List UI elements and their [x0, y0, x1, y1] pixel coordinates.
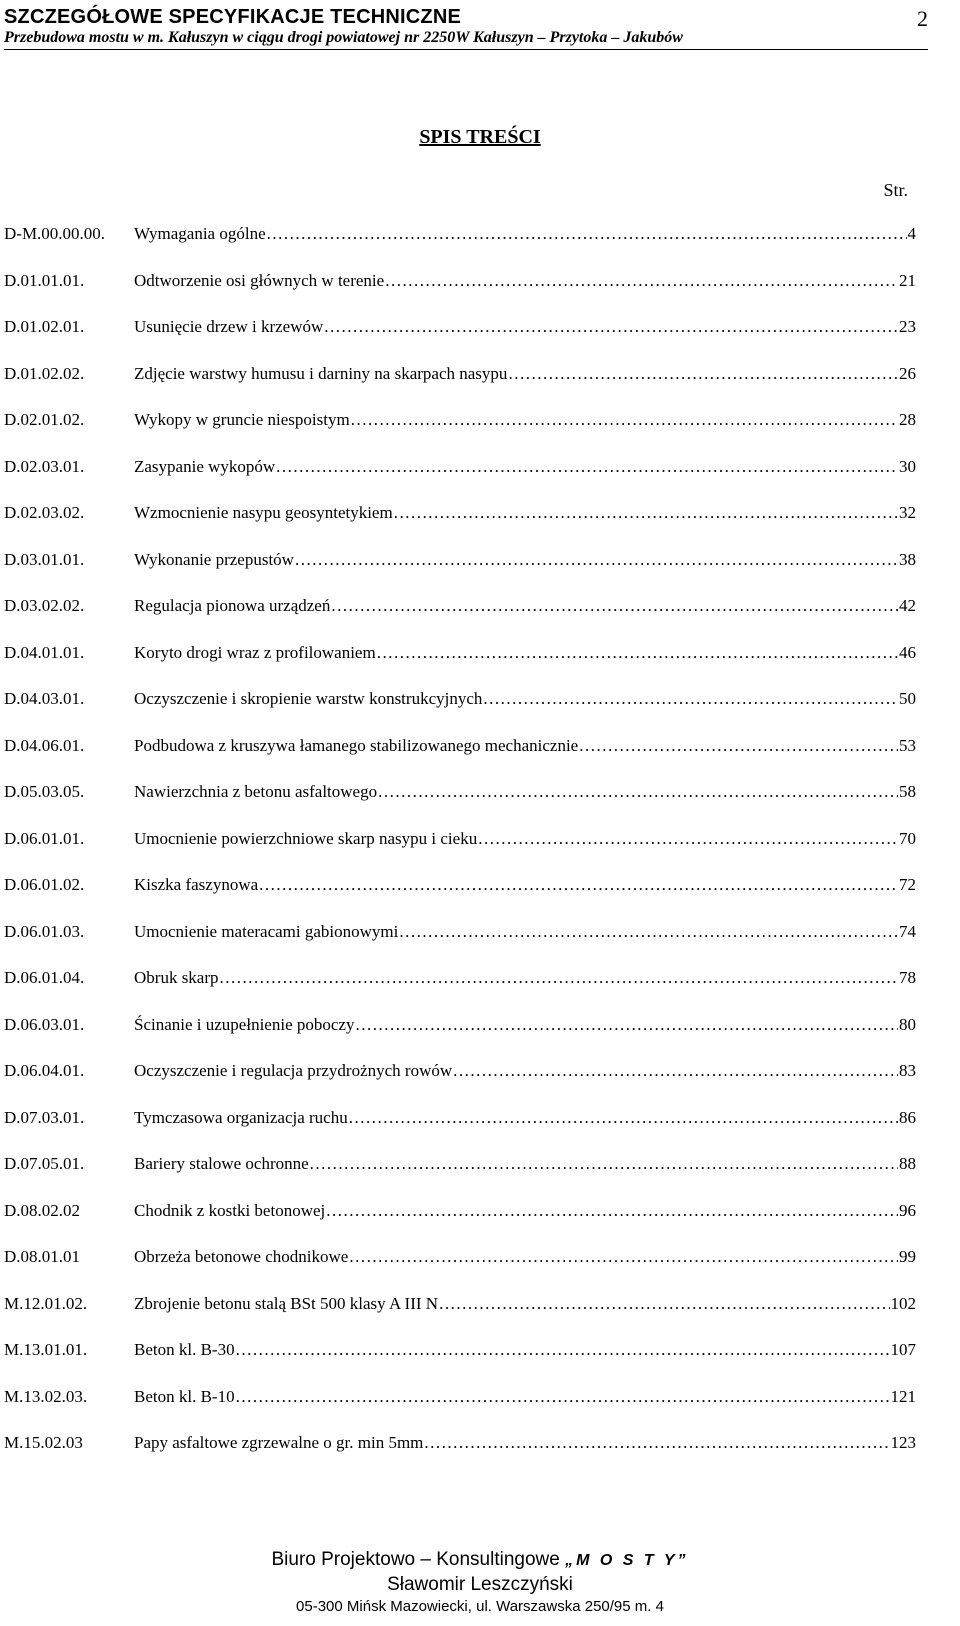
toc-entry-name: Chodnik z kostki betonowej [134, 1200, 326, 1220]
toc-entry [4, 317, 916, 341]
toc-entry [4, 410, 916, 434]
toc-entry-code: D.01.02.02. [4, 363, 85, 383]
toc-entry [4, 503, 916, 527]
toc-entry-name: Zbrojenie betonu stalą BSt 500 klasy A III N [134, 1293, 439, 1313]
toc-entry-page: 42 [899, 596, 916, 615]
toc-dot-leader [508, 364, 898, 384]
toc-entry-name: Wymagania ogólne [134, 224, 266, 243]
toc-entry [4, 782, 916, 806]
toc-entry-page: 53 [899, 735, 916, 755]
footer-company-line [0, 1548, 960, 1573]
toc-entry-page: 28 [899, 410, 916, 429]
toc-dot-leader [478, 829, 898, 849]
toc-entry-page: 4 [907, 224, 916, 243]
toc-entry [4, 689, 916, 713]
toc-entry-name: Podbudowa z kruszywa łamanego stabilizowanego mechanicznie [134, 735, 579, 755]
toc-entry-code: D-M.00.00.00. [4, 224, 106, 243]
toc-dot-leader [295, 550, 898, 570]
toc-dot-leader [220, 968, 898, 988]
toc-entry-page: 83 [899, 1061, 916, 1080]
toc-entry-name: Bariery stalowe ochronne [134, 1154, 309, 1173]
toc-entry [4, 829, 916, 853]
toc-entry [4, 1154, 916, 1178]
toc-dot-leader [399, 922, 898, 942]
toc-dot-leader [331, 596, 898, 616]
page-column-label: Str. [883, 180, 908, 200]
toc-entry-page: 123 [890, 1433, 916, 1452]
toc-entry-page: 70 [899, 828, 916, 848]
toc-dot-leader [259, 875, 898, 895]
toc-title: SPIS TREŚCI [419, 126, 541, 148]
toc-entry-code: M.13.01.01. [4, 1340, 88, 1359]
toc-dot-leader [326, 1201, 898, 1221]
toc-entry-code: D.07.03.01. [4, 1107, 85, 1127]
toc-entry [4, 1247, 916, 1271]
toc-entry-page: 21 [899, 270, 916, 290]
toc-entry-name: Odtworzenie osi głównych w terenie [134, 270, 385, 290]
document-title: SZCZEGÓŁOWE SPECYFIKACJE TECHNICZNE [4, 6, 462, 28]
toc-entry-code: D.04.03.01. [4, 689, 85, 708]
toc-entry-code: D.08.01.01 [4, 1247, 81, 1266]
toc-entry-code: D.06.01.02. [4, 875, 85, 894]
toc-entry [4, 550, 916, 574]
toc-entry [4, 271, 916, 295]
toc-entry [4, 875, 916, 899]
toc-entry-page: 88 [899, 1154, 916, 1173]
toc-dot-leader [579, 736, 898, 756]
toc-entry-name: Oczyszczenie i regulacja przydrożnych rowów [134, 1061, 453, 1080]
toc-entry-name: Umocnienie materacami gabionowymi [134, 921, 399, 941]
toc-entry-code: D.03.02.02. [4, 596, 85, 615]
toc-entry [4, 1433, 916, 1457]
toc-dot-leader [377, 643, 898, 663]
toc-entry-code: D.02.03.02. [4, 503, 85, 522]
toc-entry [4, 1340, 916, 1364]
toc-entry-name: Zasypanie wykopów [134, 456, 276, 476]
toc-dot-leader [385, 271, 898, 291]
footer-brand: „M O S T Y” [565, 1552, 689, 1569]
toc-entry [4, 1108, 916, 1132]
toc-entry [4, 922, 916, 946]
toc-entry-code: D.04.06.01. [4, 735, 85, 755]
page-header [4, 2, 928, 50]
toc-entry-code: D.06.04.01. [4, 1061, 85, 1080]
toc-entry [4, 643, 916, 667]
toc-dot-leader [236, 1340, 890, 1360]
toc-entry-name: Umocnienie powierzchniowe skarp nasypu i cieku [134, 828, 478, 848]
toc-dot-leader [349, 1108, 898, 1128]
toc-entry-code: M.13.02.03. [4, 1386, 88, 1406]
toc-entry-name: Kiszka faszynowa [134, 875, 259, 894]
toc-entry [4, 224, 916, 248]
footer-company: Biuro Projektowo – Konsultingowe [271, 1549, 560, 1570]
toc-entry-code: D.04.01.01. [4, 642, 85, 662]
footer-address: 05-300 Mińsk Mazowiecki, ul. Warszawska 250/95 m. 4 [296, 1598, 664, 1615]
toc-entry-page: 96 [899, 1200, 916, 1220]
toc-entry-page: 121 [890, 1386, 916, 1406]
toc-entry-code: M.15.02.03 [4, 1433, 83, 1452]
toc-entry-page: 74 [899, 921, 916, 941]
toc-entry-code: D.06.01.04. [4, 968, 85, 987]
toc-entry-name: Regulacja pionowa urządzeń [134, 596, 331, 615]
toc-entry [4, 968, 916, 992]
footer-person: Sławomir Leszczyński [387, 1574, 573, 1595]
toc-dot-leader [267, 224, 907, 244]
toc-entry-page: 72 [899, 875, 916, 894]
toc-entry [4, 1294, 916, 1318]
toc-entry-page: 58 [899, 782, 916, 801]
toc-entry-name: Beton kl. B-10 [134, 1386, 235, 1406]
toc-entry-name: Obruk skarp [134, 968, 219, 987]
toc-dot-leader [355, 1015, 898, 1035]
toc-entry-name: Ścinanie i uzupełnienie poboczy [134, 1014, 355, 1034]
toc-entry-name: Wykonanie przepustów [134, 549, 294, 569]
page-number: 2 [917, 6, 928, 31]
toc-entry-page: 107 [890, 1340, 916, 1359]
toc-entry-code: D.02.03.01. [4, 456, 85, 476]
toc-entry [4, 1015, 916, 1039]
toc-dot-leader [276, 457, 898, 477]
toc-dot-leader [439, 1294, 889, 1314]
toc-entry [4, 364, 916, 388]
toc-entry [4, 457, 916, 481]
toc-entry-page: 23 [899, 317, 916, 336]
toc-entry [4, 596, 916, 620]
toc-entry-page: 38 [899, 549, 916, 569]
toc-entry-name: Beton kl. B-30 [134, 1340, 235, 1359]
toc-entry-code: D.06.03.01. [4, 1014, 85, 1034]
toc-entry-page: 102 [890, 1293, 916, 1313]
toc-entry-page: 30 [899, 456, 916, 476]
toc-entry-page: 99 [899, 1247, 916, 1266]
toc-entry-name: Tymczasowa organizacja ruchu [134, 1107, 348, 1127]
toc-dot-leader [351, 410, 898, 430]
document-subtitle: Przebudowa mostu w m. Kałuszyn w ciągu drogi powiatowej nr 2250W Kałuszyn – Przytoka – Jakubów [4, 29, 683, 46]
toc-entry-name: Wykopy w gruncie niespoistym [134, 410, 350, 429]
toc-dot-leader [394, 503, 898, 523]
toc-entry-page: 32 [899, 503, 916, 522]
toc-entry-name: Nawierzchnia z betonu asfaltowego [134, 782, 378, 801]
toc-entry-page: 78 [899, 968, 916, 987]
toc-dot-leader [324, 317, 898, 337]
toc-entry-code: D.05.03.05. [4, 782, 85, 801]
toc-entry [4, 1061, 916, 1085]
toc-entry-name: Oczyszczenie i skropienie warstw konstrukcyjnych [134, 689, 483, 708]
toc-entry [4, 1201, 916, 1225]
toc-entry-code: D.02.01.02. [4, 410, 85, 429]
toc-entry [4, 736, 916, 760]
page-footer [0, 1548, 960, 1617]
toc-entry-name: Usunięcie drzew i krzewów [134, 317, 324, 336]
toc-entry-name: Zdjęcie warstwy humusu i darniny na skarpach nasypu [134, 363, 508, 383]
toc-dot-leader [453, 1061, 898, 1081]
toc-entry-name: Koryto drogi wraz z profilowaniem [134, 642, 376, 662]
toc-entry-page: 26 [899, 363, 916, 383]
toc-entry-page: 46 [899, 642, 916, 662]
toc-entry-name: Obrzeża betonowe chodnikowe [134, 1247, 349, 1266]
toc-dot-leader [483, 689, 898, 709]
toc-entry-code: D.01.02.01. [4, 317, 85, 336]
toc-entry-name: Wzmocnienie nasypu geosyntetykiem [134, 503, 393, 522]
toc-dot-leader [236, 1387, 890, 1407]
toc-entry-code: D.08.02.02 [4, 1200, 81, 1220]
toc-entry-code: D.07.05.01. [4, 1154, 85, 1173]
toc-entry-code: D.06.01.03. [4, 921, 85, 941]
toc-entry-page: 80 [899, 1014, 916, 1034]
toc-dot-leader [310, 1154, 898, 1174]
toc-dot-leader [424, 1433, 889, 1453]
toc-entry-page: 50 [899, 689, 916, 708]
toc-entry-code: D.06.01.01. [4, 828, 85, 848]
toc-entry [4, 1387, 916, 1411]
toc-entry-code: D.01.01.01. [4, 270, 85, 290]
header-divider [4, 49, 928, 50]
toc-entry-code: M.12.01.02. [4, 1293, 88, 1313]
toc-entry-page: 86 [899, 1107, 916, 1127]
toc-entry-code: D.03.01.01. [4, 549, 85, 569]
toc-dot-leader [349, 1247, 898, 1267]
toc-dot-leader [378, 782, 898, 802]
toc-entry-name: Papy asfaltowe zgrzewalne o gr. min 5mm [134, 1433, 424, 1452]
